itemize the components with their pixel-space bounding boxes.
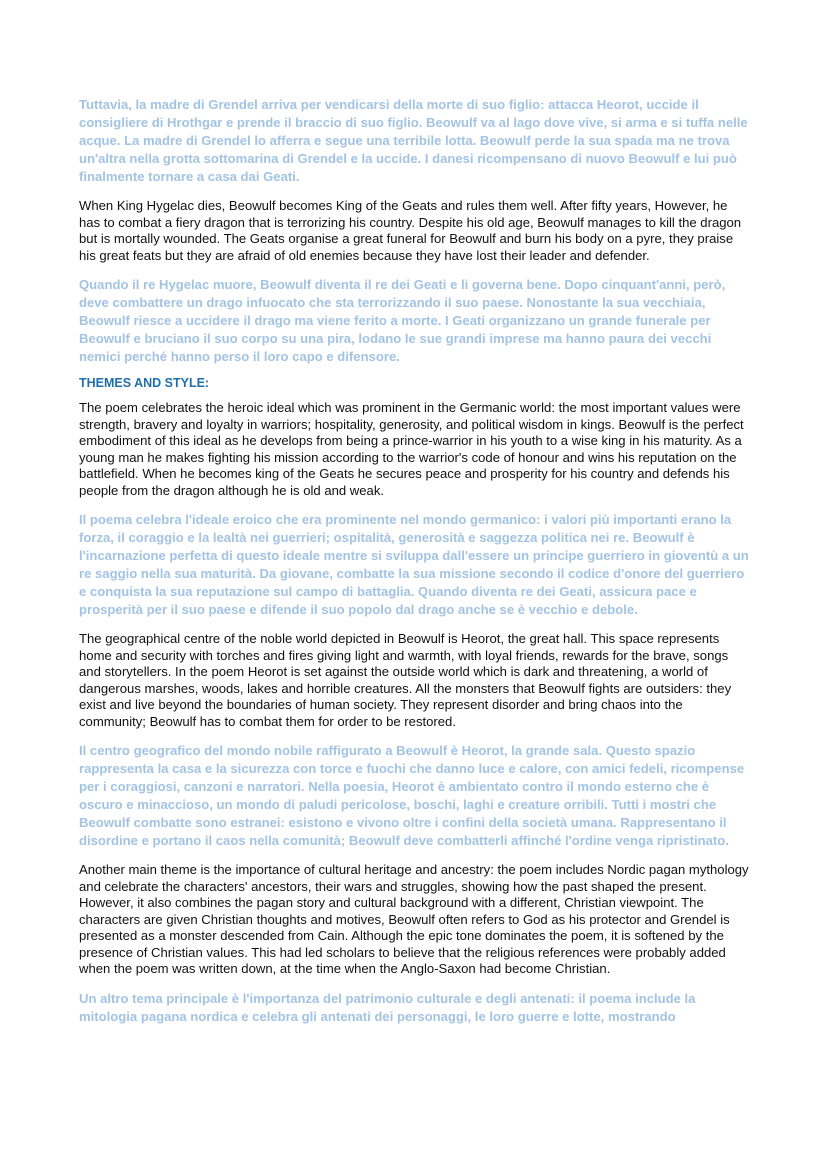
italian-paragraph-heritage: Un altro tema principale è l'importanza del patrimonio culturale e degli antenati: il poema include la mitologia pagana nordica e celebra gli antenati dei personaggi, le loro guerre e lotte, mostrando	[79, 990, 696, 1024]
italian-paragraph-grendel-mother: Tuttavia, la madre di Grendel arriva per vendicarsi della morte di suo figlio: attacca Heorot, uccide il consigliere di Hrothgar e prende il braccio di suo figlio. Beowulf va al lago dove vive, si arma e si tuffa nelle acque. La madre di Grendel lo afferra e segue una terribile lotta. Beowulf perde la sua spada ma ne trova un'altra nella grotta sottomarina di Grendel e la uccide. I danesi ricompensano di nuovo Beowulf e lui può finalmente tornare a casa dai Geati.	[79, 97, 748, 184]
english-paragraph-dragon: When King Hygelac dies, Beowulf becomes King of the Geats and rules them well. After fifty years, However, he has to combat a fiery dragon that is terrorizing his country. Despite his old age, Beowulf manages to kill the dragon but is mortally wounded. The Geats organise a great funeral for Beowulf and burn his body on a pyre, they praise his great feats but they are afraid of old enemies because they have lost their leader and defender.	[79, 198, 742, 263]
english-paragraph-heroic-ideal: The poem celebrates the heroic ideal which was prominent in the Germanic world: the most important values were strength, bravery and loyalty in warriors; hospitality, generosity, and political wisdom in kings. Beowulf is the perfect embodiment of this ideal as he develops from being a prince-warrior in his youth to a wise king in his maturity. As a young man he makes fighting his mission according to the warrior's code of honour and wins his reputation on the battlefield. When he becomes king of the Geats he secures peace and prosperity for his country and defends his people from the dragon although he is old and weak.	[79, 400, 744, 498]
italian-paragraph-dragon: Quando il re Hygelac muore, Beowulf diventa il re dei Geati e li governa bene. Dopo cinquant'anni, però, deve combattere un drago infuocato che sta terrorizzando il suo paese. Nonostante la sua vecchiaia, Beowulf riesce a uccidere il drago ma viene ferito a morte. I Geati organizzano un grande funerale per Beowulf e bruciano il suo corpo su una pira, lodano le sue grandi imprese ma hanno paura dei vecchi nemici perché hanno perso il loro capo e difensore.	[79, 277, 726, 364]
document-page	[79, 96, 751, 1026]
english-paragraph-heritage: Another main theme is the importance of cultural heritage and ancestry: the poem includes Nordic pagan mythology and celebrate the characters' ancestors, their wars and struggles, showing how the past shaped the present. However, it also combines the pagan story and cultural background with a different, Christian viewpoint. The characters are given Christian thoughts and motives, Beowulf often refers to God as his protector and Grendel is presented as a monster descended from Cain. Although the epic tone dominates the poem, it is softened by the presence of Christian values. This had led scholars to believe that the religious references were probably added when the poem was written down, at the time when the Anglo-Saxon had become Christian.	[79, 862, 749, 976]
english-paragraph-heorot: The geographical centre of the noble world depicted in Beowulf is Heorot, the great hall. This space represents home and security with torches and fires giving light and warmth, with loyal friends, rewards for the brave, songs and storytellers. In the poem Heorot is set against the outside world which is dark and threatening, a world of dangerous marshes, woods, lakes and horrible creatures. All the monsters that Beowulf fights are outsiders: they exist and live beyond the boundaries of human society. They represent disorder and bring chaos into the community; Beowulf has to combat them for order to be restored.	[79, 631, 732, 729]
section-heading-themes-style: THEMES AND STYLE:	[79, 376, 210, 390]
italian-paragraph-heroic-ideal: Il poema celebra l'ideale eroico che era prominente nel mondo germanico: i valori più importanti erano la forza, il coraggio e la lealtà nei guerrieri; ospitalità, generosità e saggezza politica nei re. Beowulf è l'incarnazione perfetta di questo ideale mentre si sviluppa dall'essere un principe guerriero in gioventù a un re saggio nella sua maturità. Da giovane, combatte la sua missione secondo il codice d'onore del guerriero e conquista la sua reputazione sul campo di battaglia. Quando diventa re dei Geati, assicura pace e prosperità per il suo paese e difende il suo popolo dal drago anche se è vecchio e debole.	[79, 512, 749, 617]
italian-paragraph-heorot: Il centro geografico del mondo nobile raffigurato a Beowulf è Heorot, la grande sala. Questo spazio rappresenta la casa e la sicurezza con torce e fuochi che danno luce e calore, con amici fedeli, ricompense per i coraggiosi, canzoni e narratori. Nella poesia, Heorot è ambientato contro il mondo esterno che è oscuro e minaccioso, un mondo di paludi pericolose, boschi, laghi e creature orribili. Tutti i mostri che Beowulf combatte sono estranei: esistono e vivono oltre i confini della società umana. Rappresentano il disordine e portano il caos nella comunità; Beowulf deve combatterli affinché l'ordine venga ripristinato.	[79, 743, 745, 848]
